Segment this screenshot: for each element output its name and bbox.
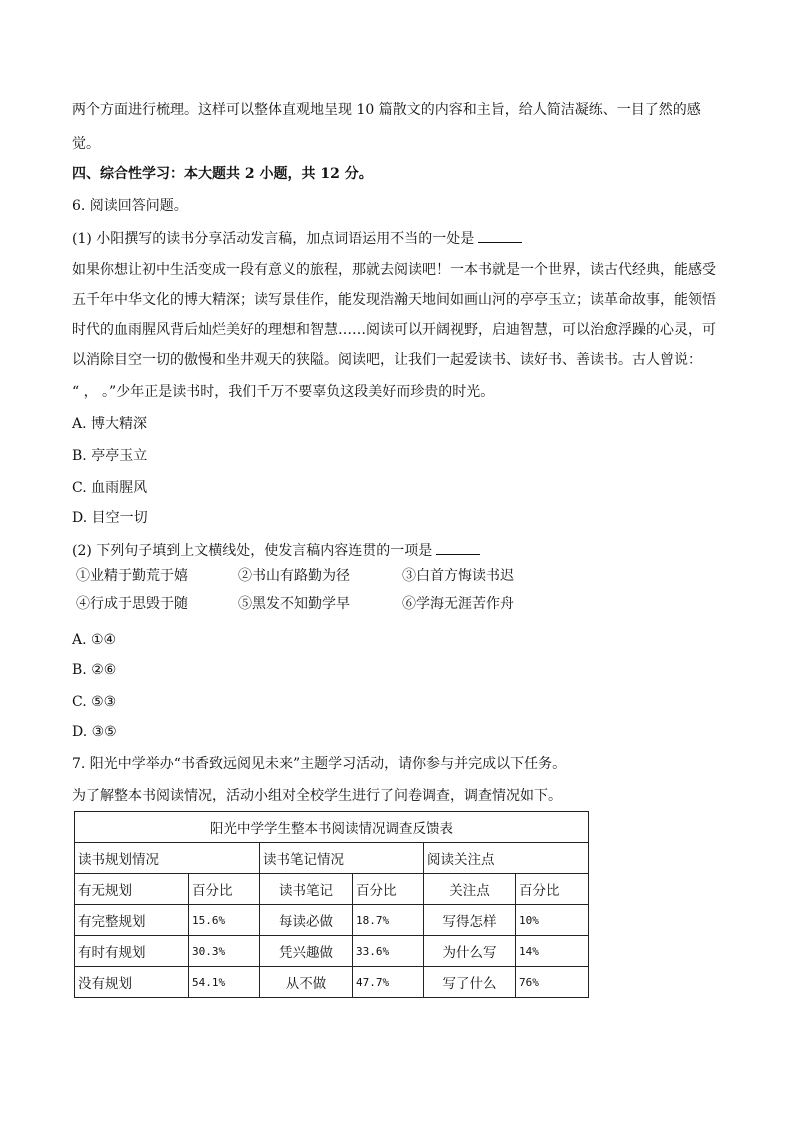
table-cell: 从不做 xyxy=(260,967,353,998)
table-subheader-row xyxy=(75,874,589,905)
table-subheader: 百分比 xyxy=(189,874,260,905)
table-caption: 阳光中学学生整本书阅读情况调查反馈表 xyxy=(75,812,589,843)
table-cell: 15.6% xyxy=(189,905,260,936)
table-subheader: 有无规划 xyxy=(75,874,189,905)
table-cell: 47.7% xyxy=(353,967,424,998)
table-subheader: 读书笔记 xyxy=(260,874,353,905)
sentence-item: ④行成于思毁于随 xyxy=(76,596,188,612)
table-row xyxy=(75,905,589,936)
passage-line: “ ， 。”少年正是读书时，我们千万不要辜负这段美好而珍贵的时光。 xyxy=(72,384,495,400)
table-cell: 没有规划 xyxy=(75,967,189,998)
table-cell: 有完整规划 xyxy=(75,905,189,936)
table-cell: 33.6% xyxy=(353,936,424,967)
table-caption-row xyxy=(75,812,589,843)
option-item: C. 血雨腥风 xyxy=(72,480,148,496)
table-cell: 14% xyxy=(516,936,589,967)
table-subheader: 关注点 xyxy=(424,874,516,905)
table-cell: 18.7% xyxy=(353,905,424,936)
question-title: 6. 阅读回答问题。 xyxy=(72,198,188,214)
sentence-item: ⑤黑发不知勤学早 xyxy=(238,596,350,612)
paragraph-line: 觉。 xyxy=(72,136,100,152)
table-group-header: 读书笔记情况 xyxy=(260,843,424,874)
table-subheader: 百分比 xyxy=(516,874,589,905)
sentence-item: ③白首方悔读书迟 xyxy=(402,568,514,584)
passage-line: 如果你想让初中生活变成一段有意义的旅程，那就去阅读吧！一本书就是一个世界，读古代经典，能感受 xyxy=(72,262,716,278)
survey-table xyxy=(74,811,589,998)
question-intro: 为了解整本书阅读情况，活动小组对全校学生进行了问卷调查，调查情况如下。 xyxy=(72,788,562,804)
subquestion-prompt xyxy=(72,540,722,561)
sentence-item: ⑥学海无涯苦作舟 xyxy=(402,596,514,612)
option-item: D. 目空一切 xyxy=(72,510,148,526)
table-row xyxy=(75,936,589,967)
option-item: A. ①④ xyxy=(72,632,117,648)
table-group-header: 读书规划情况 xyxy=(75,843,260,874)
table-cell: 30.3% xyxy=(189,936,260,967)
table-cell: 有时有规划 xyxy=(75,936,189,967)
table-subheader: 百分比 xyxy=(353,874,424,905)
option-item: B. 亭亭玉立 xyxy=(72,448,148,464)
answer-blank xyxy=(478,228,522,243)
option-item: A. 博大精深 xyxy=(72,416,148,432)
passage-line: 五千年中华文化的博大精深；读写景佳作，能发现浩瀚天地间如画山河的亭亭玉立；读革命故事，能领悟 xyxy=(72,292,716,308)
option-item: C. ⑤③ xyxy=(72,694,117,710)
subquestion-text: (2) 下列句子填到上文横线处，使发言稿内容连贯的一项是 xyxy=(72,543,433,559)
passage-line: 以消除目空一切的傲慢和坐井观天的狭隘。阅读吧，让我们一起爱读书、读好书、善读书。古人曾说： xyxy=(72,352,702,368)
table-cell: 每读必做 xyxy=(260,905,353,936)
table-cell: 76% xyxy=(516,967,589,998)
answer-blank xyxy=(436,540,480,555)
paragraph-line: 两个方面进行梳理。这样可以整体直观地呈现 10 篇散文的内容和主旨，给人简洁凝练、一目了然的感 xyxy=(72,102,701,118)
table-cell: 写得怎样 xyxy=(424,905,516,936)
table-group-row xyxy=(75,843,589,874)
sentence-item: ②书山有路勤为径 xyxy=(238,568,350,584)
table-cell: 为什么写 xyxy=(424,936,516,967)
table-cell: 写了什么 xyxy=(424,967,516,998)
sentence-item: ①业精于勤荒于嬉 xyxy=(76,568,188,584)
section-heading: 四、综合性学习：本大题共 2 小题，共 12 分。 xyxy=(72,166,373,182)
option-item: D. ③⑤ xyxy=(72,724,117,740)
table-row xyxy=(75,967,589,998)
question-title: 7. 阳光中学举办“书香致远阅见未来”主题学习活动，请你参与并完成以下任务。 xyxy=(72,756,567,772)
subquestion-prompt xyxy=(72,228,722,249)
option-item: B. ②⑥ xyxy=(72,662,117,678)
subquestion-text: (1) 小阳撰写的读书分享活动发言稿，加点词语运用不当的一处是 xyxy=(72,231,475,247)
table-group-header: 阅读关注点 xyxy=(424,843,589,874)
table-cell: 10% xyxy=(516,905,589,936)
table-cell: 凭兴趣做 xyxy=(260,936,353,967)
table-cell: 54.1% xyxy=(189,967,260,998)
passage-line: 时代的血雨腥风背后灿烂美好的理想和智慧……阅读可以开阔视野，启迪智慧，可以治愈浮躁的心灵，可 xyxy=(72,322,716,338)
